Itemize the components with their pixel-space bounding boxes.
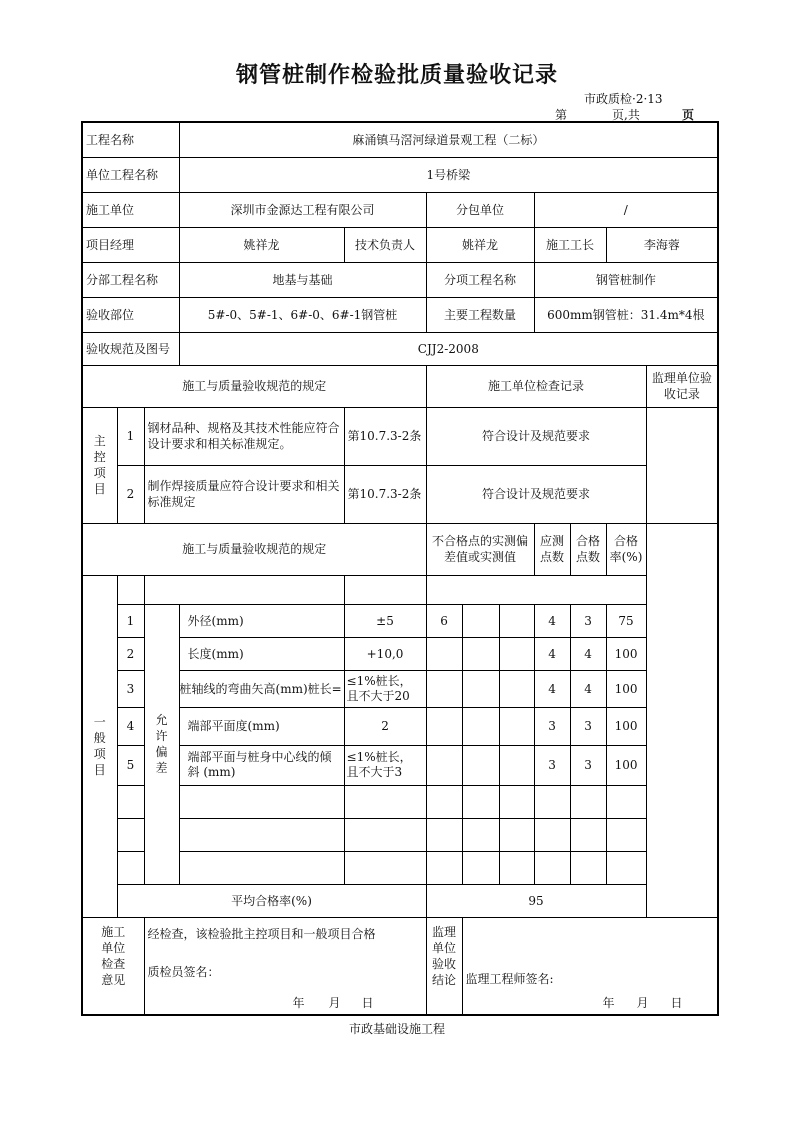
supervisor-sign-label: 监理工程师签名:: [465, 971, 554, 986]
spec-header: 施工与质量验收规范的规定: [82, 523, 426, 575]
standard-value: CJJ2-2008: [179, 332, 718, 365]
main-item-no: 2: [117, 465, 144, 523]
inspection-form: [81, 121, 719, 1016]
main-control-row-2: [82, 465, 718, 523]
unit-project-value: 1号桥梁: [179, 157, 718, 192]
main-control-row-1: [82, 407, 718, 465]
page-di: 第: [555, 108, 568, 122]
general-item-tolerance: ≤1%桩长，且不大于20: [344, 670, 426, 707]
check-record-header: 施工单位检查记录: [426, 365, 646, 407]
pm-label: 项目经理: [82, 227, 179, 262]
general-supervisor-cell: [646, 523, 718, 917]
row-unit-project: [82, 157, 718, 192]
project-name-value: 麻涌镇马滘河绿道景观工程（二标）: [179, 122, 718, 157]
general-item-should: 3: [534, 745, 570, 785]
main-item-clause: 第10.7.3-2条: [344, 465, 426, 523]
avg-value: 95: [426, 884, 646, 917]
main-control-label: 主控项目: [82, 407, 117, 523]
general-item-tolerance: 2: [344, 707, 426, 745]
general-item-no: 1: [117, 604, 144, 637]
general-item-tolerance: ≤1%桩长，且不大于3: [344, 745, 426, 785]
date-day: 日: [361, 995, 374, 1010]
page-title: 钢管桩制作检验批质量验收记录: [235, 63, 558, 88]
location-value: 5#-0、5#-1、6#-0、6#-1钢管桩: [179, 297, 426, 332]
general-item-no: 4: [117, 707, 144, 745]
supervisor-record-header: 监理单位验收记录: [646, 365, 718, 407]
subdivision-label: 分项工程名称: [426, 262, 534, 297]
form-code: 市政质检·2·13: [584, 92, 663, 106]
main-item-text: 制作焊接质量应符合设计要求和相关标准规定: [144, 465, 344, 523]
average-row: [82, 884, 718, 917]
contractor-opinion-label: 施工单位检查意见: [82, 917, 144, 1015]
quantity-value: 600mm钢管桩：31.4m*4根: [534, 297, 718, 332]
row-standard: [82, 332, 718, 365]
allow-label: 允许偏差: [144, 604, 179, 884]
row-division: [82, 262, 718, 297]
avg-label: 平均合格率(%): [117, 884, 426, 917]
tech-label: 技术负责人: [344, 227, 426, 262]
general-item-rate: 75: [606, 604, 646, 637]
main-item-result: 符合设计及规范要求: [426, 465, 646, 523]
general-item-rate: 100: [606, 707, 646, 745]
deviation-header: 不合格点的实测偏差值或实测值: [426, 523, 534, 575]
main-item-no: 1: [117, 407, 144, 465]
division-label: 分部工程名称: [82, 262, 179, 297]
date-year: 年: [602, 995, 615, 1010]
page-ye-gong: 页,共: [612, 108, 640, 122]
general-row-1: [82, 604, 718, 637]
general-item-dev: 6: [426, 604, 462, 637]
inspector-sign-label: 质检员签名：: [147, 964, 220, 979]
main-supervisor-cell: [646, 407, 718, 523]
contractor-label: 施工单位: [82, 192, 179, 227]
general-item-passed: 3: [570, 707, 606, 745]
general-blank-row: [82, 575, 718, 604]
general-item-name: 长度(mm): [179, 637, 344, 670]
general-item-passed: 4: [570, 670, 606, 707]
page-footer: 市政基础设施工程: [348, 1022, 445, 1036]
row-managers: [82, 227, 718, 262]
general-item-should: 4: [534, 637, 570, 670]
foreman-label: 施工工长: [534, 227, 606, 262]
general-item-passed: 3: [570, 604, 606, 637]
general-item-no: 3: [117, 670, 144, 707]
general-item-rate: 100: [606, 670, 646, 707]
contractor-opinion-text: 经检查，该检验批主控项目和一般项目合格: [147, 926, 376, 941]
main-item-result: 符合设计及规范要求: [426, 407, 646, 465]
standard-label: 验收规范及图号: [82, 332, 179, 365]
general-item-name: 桩轴线的弯曲矢高(mm)桩长=: [179, 670, 344, 707]
general-item-should: 3: [534, 707, 570, 745]
row-contractor: [82, 192, 718, 227]
general-label: 一般项目: [82, 575, 117, 917]
general-item-rate: 100: [606, 745, 646, 785]
subcontractor-label: 分包单位: [426, 192, 534, 227]
general-item-name: 端部平面度(mm): [179, 707, 344, 745]
general-item-should: 4: [534, 604, 570, 637]
spec-header: 施工与质量验收规范的规定: [82, 365, 426, 407]
general-item-no: 2: [117, 637, 144, 670]
general-item-should: 4: [534, 670, 570, 707]
general-item-name: 外径(mm): [179, 604, 344, 637]
general-item-tolerance: +10,0: [344, 637, 426, 670]
general-header: [82, 523, 718, 575]
division-value: 地基与基础: [179, 262, 426, 297]
passed-header: 合格点数: [570, 523, 606, 575]
contractor-value: 深圳市金源达工程有限公司: [179, 192, 426, 227]
general-item-tolerance: ±5: [344, 604, 426, 637]
general-item-passed: 3: [570, 745, 606, 785]
row-project-name: [82, 122, 718, 157]
project-name-label: 工程名称: [82, 122, 179, 157]
pm-value: 姚祥龙: [179, 227, 344, 262]
general-item-no: 5: [117, 745, 144, 785]
general-item-name: 端部平面与桩身中心线的倾斜 (mm): [179, 745, 344, 785]
quantity-label: 主要工程数量: [426, 297, 534, 332]
row-location: [82, 297, 718, 332]
contractor-opinion-cell: [144, 917, 426, 1015]
subdivision-value: 钢管桩制作: [534, 262, 718, 297]
conclusion-row: [82, 917, 718, 1015]
location-label: 验收部位: [82, 297, 179, 332]
main-control-header: [82, 365, 718, 407]
general-item-passed: 4: [570, 637, 606, 670]
supervisor-conclusion-cell: [462, 917, 718, 1015]
supervisor-conclusion-label: 监理单位验收结论: [426, 917, 462, 1015]
page-ye: 页: [682, 108, 695, 122]
foreman-value: 李海蓉: [606, 227, 718, 262]
unit-project-label: 单位工程名称: [82, 157, 179, 192]
main-item-text: 钢材品种、规格及其技术性能应符合设计要求和相关标准规定。: [144, 407, 344, 465]
subcontractor-value: /: [534, 192, 718, 227]
tech-value: 姚祥龙: [426, 227, 534, 262]
date-month: 月: [636, 995, 649, 1010]
rate-header: 合格率(%): [606, 523, 646, 575]
date-month: 月: [328, 995, 341, 1010]
date-year: 年: [292, 995, 305, 1010]
date-day: 日: [670, 995, 683, 1010]
should-header: 应测点数: [534, 523, 570, 575]
general-item-rate: 100: [606, 637, 646, 670]
main-item-clause: 第10.7.3-2条: [344, 407, 426, 465]
